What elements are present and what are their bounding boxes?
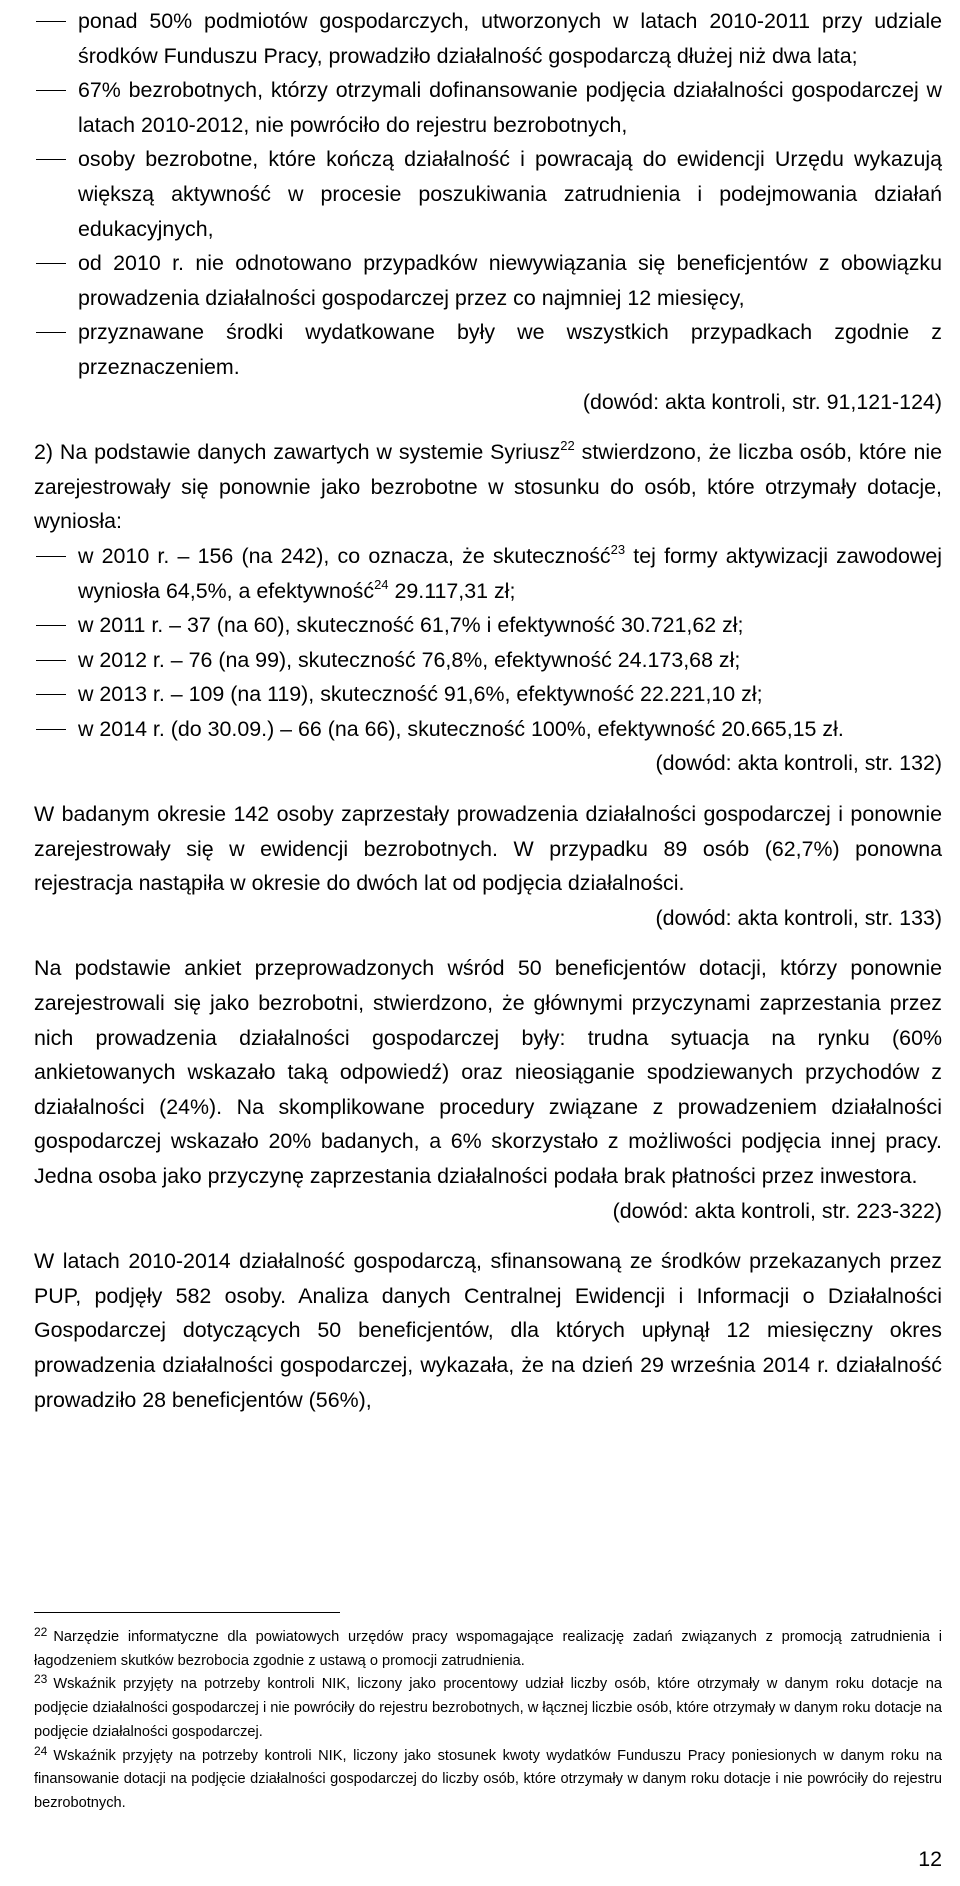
bullet-item: [34, 246, 942, 315]
page-number: 12: [918, 1847, 942, 1871]
bullet-item: [34, 4, 942, 73]
bullet-item: [34, 73, 942, 142]
footnote: [34, 1745, 942, 1816]
bullet-text: w 2012 r. – 76 (na 99), skuteczność 76,8%, efektywność 24.173,68 zł;: [78, 647, 741, 672]
bullet-text: ponad 50% podmiotów gospodarczych, utworzonych w latach 2010-2011 przy udziale środków Funduszu Pracy, prowadziło działalność gospodarczą dłużej niż dwa lata;: [78, 9, 942, 68]
bullet-item: [34, 608, 942, 643]
dash-bullet-icon: [36, 694, 66, 695]
dash-bullet-icon: [36, 263, 66, 264]
bullet-item: [34, 539, 942, 608]
document-body: [34, 4, 942, 1417]
dash-bullet-icon: [36, 21, 66, 22]
footnote-text: Wskaźnik przyjęty na potrzeby kontroli NIK, liczony jako stosunek kwoty wydatków Funduszu Pracy poniesionych w danym roku na finansowanie dotacji na podjęcie działalności gospodarczej do liczby osób, które otrzymały w danym roku dotacje i nie powróciły do rejestru bezrobotnych.: [34, 1747, 942, 1811]
bullet-item: [34, 142, 942, 246]
footnote-text: Narzędzie informatyczne dla powiatowych urzędów pracy wspomagające realizację zadań związanych z promocją zatrudnienia i łagodzeniem skutków bezrobocia zgodnie z ustawą o promocji zatrudnienia.: [34, 1629, 942, 1669]
footnote: [34, 1626, 942, 1673]
paragraph: W badanym okresie 142 osoby zaprzestały prowadzenia działalności gospodarczej i ponownie zarejestrowały się w ewidencji bezrobotnych. W przypadku 89 osób (62,7%) ponowna rejestracja nastąpiła w okresie do dwóch lat od podjęcia działalności.: [34, 802, 942, 896]
bullet-text: w 2010 r. – 156 (na 242), co oznacza, że skuteczność: [78, 543, 611, 568]
paragraph: [34, 435, 942, 539]
evidence-reference: (dowód: akta kontroli, str. 223-322): [612, 1198, 942, 1223]
paragraph: W latach 2010-2014 działalność gospodarczą, sfinansowaną ze środków przekazanych przez PUP, podjęły 582 osoby. Analiza danych Centralnej Ewidencji i Informacji o Działalności Gospodarczej dotyczących 50 beneficjentów, dla których upłynął 12 miesięczny okres prowadzenia działalności gospodarczej, wykazała, że na dzień 29 września 2014 r. działalność prowadziło 28 beneficjentów (56%),: [34, 1249, 942, 1412]
bullet-text: w 2011 r. – 37 (na 60), skuteczność 61,7% i efektywność 30.721,62 zł;: [78, 613, 744, 638]
footnotes: [34, 1626, 942, 1816]
paragraph-text: 2) Na podstawie danych zawartych w systemie Syriusz: [34, 440, 561, 465]
paragraph: Na podstawie ankiet przeprowadzonych wśród 50 beneficjentów dotacji, którzy ponownie zarejestrowali się jako bezrobotni, stwierdzono, że głównymi przyczynami zaprzestania przez nich prowadzenia działalności gospodarczej były: trudna sytuacja na rynku (60% ankietowanych wskazało taką odpowiedź) oraz nieosiąganie spodziewanych przychodów z działalności (24%). Na skomplikowane procedury związane z prowadzeniem działalności gospodarczej wskazało 20% badanych, a 6% skorzystało z możliwości podjęcia innej pracy. Jedna osoba jako przyczynę zaprzestania działalności podała brak płatności przez inwestora.: [34, 956, 942, 1188]
footnote-number: 22: [34, 1625, 48, 1639]
dash-bullet-icon: [36, 660, 66, 661]
evidence-reference: (dowód: akta kontroli, str. 132): [655, 751, 942, 776]
dash-bullet-icon: [36, 332, 66, 333]
bullet-item: [34, 677, 942, 712]
bullet-item: [34, 643, 942, 678]
footnote-number: 24: [34, 1743, 48, 1758]
bullet-text: w 2014 r. (do 30.09.) – 66 (na 66), skuteczność 100%, efektywność 20.665,15 zł.: [78, 716, 844, 741]
footnote: [34, 1673, 942, 1744]
dash-bullet-icon: [36, 729, 66, 730]
bullet-text: osoby bezrobotne, które kończą działalność i powracają do ewidencji Urzędu wykazują większą aktywność w procesie poszukiwania zatrudnienia i podejmowania działań edukacyjnych,: [78, 147, 942, 241]
bullet-text: przyznawane środki wydatkowane były we wszystkich przypadkach zgodnie z przeznaczeniem.: [78, 320, 942, 379]
evidence-reference: (dowód: akta kontroli, str. 91,121-124): [582, 389, 942, 414]
dash-bullet-icon: [36, 90, 66, 91]
bullet-text: tej formy aktywizacji zawodowej wyniosła 64,5%, a efektywność: [78, 543, 943, 603]
bullet-text: od 2010 r. nie odnotowano przypadków niewywiązania się beneficjentów z obowiązku prowadzenia działalności gospodarczej przez co najmniej 12 miesięcy,: [78, 251, 942, 310]
bullet-item: [34, 315, 942, 384]
footnote-text: Wskaźnik przyjęty na potrzeby kontroli NIK, liczony jako procentowy udział liczby osób, które otrzymały w danym roku dotacje na podjęcie działalności gospodarczej i nie powróciły do rejestru bezrobotnych, w łącznej liczbie osób, które otrzymały w danym roku dotacje na podjęcie działalności gospodarczej.: [34, 1676, 942, 1740]
footnote-separator: [34, 1612, 340, 1613]
bullet-text: w 2013 r. – 109 (na 119), skuteczność 91,6%, efektywność 22.221,10 zł;: [78, 682, 763, 707]
dash-bullet-icon: [36, 159, 66, 160]
bullet-text: 67% bezrobotnych, którzy otrzymali dofinansowanie podjęcia działalności gospodarczej w latach 2010-2012, nie powróciło do rejestru bezrobotnych,: [78, 78, 942, 137]
footnote-ref: 22: [560, 438, 575, 454]
footnote-number: 23: [34, 1672, 48, 1687]
bullet-item: [34, 712, 942, 747]
dash-bullet-icon: [36, 625, 66, 626]
bullet-text: 29.117,31 zł;: [388, 578, 516, 603]
footnote-ref: 23: [610, 541, 626, 557]
dash-bullet-icon: [36, 556, 66, 557]
paragraph-text: stwierdzono, że liczba osób, które nie zarejestrowały się ponownie jako bezrobotne w stosunku do osób, które otrzymały dotacje, wyniosła:: [34, 440, 942, 534]
evidence-reference: (dowód: akta kontroli, str. 133): [655, 905, 942, 930]
footnote-ref: 24: [374, 576, 389, 592]
